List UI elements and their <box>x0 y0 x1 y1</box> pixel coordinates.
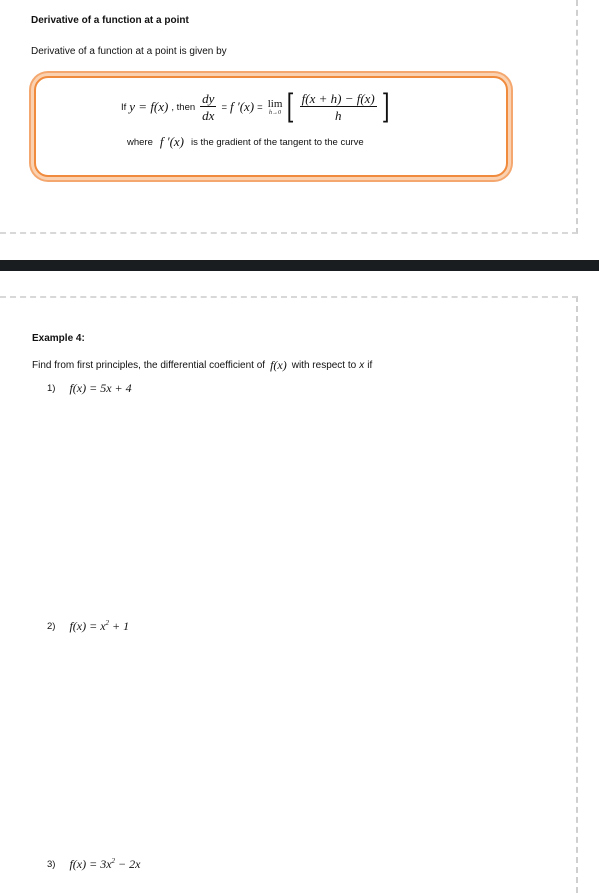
example-label: Example 4: <box>32 333 85 344</box>
instruction-end: if <box>367 360 373 371</box>
derivative-formula <box>118 87 392 127</box>
equals-sign: = <box>221 101 227 113</box>
exercise-function-lhs: f(x) = 3x <box>69 857 112 871</box>
exponent: 2 <box>111 857 116 865</box>
where-rest-text: is the gradient of the tangent to the curve <box>191 136 364 148</box>
limit-operator <box>268 99 283 116</box>
exercise-function-rhs: − 2x <box>115 857 141 871</box>
then-text: , then <box>171 101 196 113</box>
exercise-function-lhs: f(x) = x <box>69 619 106 633</box>
exponent: 2 <box>105 619 110 627</box>
right-bracket: ] <box>381 87 390 127</box>
section-heading: Derivative of a function at a point <box>31 15 189 26</box>
intro-text: Derivative of a function at a point is given by <box>31 46 227 57</box>
instruction-fx: f(x) <box>270 358 287 372</box>
instruction-before: Find from first principles, the differential coefficient of <box>32 360 266 371</box>
exercise-function: f(x) = 5x + 4 <box>69 381 132 395</box>
where-statement <box>124 134 367 150</box>
exercise-item-3 <box>47 857 140 872</box>
if-text: If <box>121 101 127 113</box>
where-f-prime: f ′(x) <box>159 134 185 149</box>
equals-sign-2: = <box>257 101 263 113</box>
instruction-after: with respect to <box>291 360 357 371</box>
f-prime-x: f ′(x) <box>230 99 255 114</box>
exercise-number: 3) <box>47 859 56 870</box>
left-bracket: [ <box>287 87 295 127</box>
y-equals-fx: y = f(x) <box>129 99 169 114</box>
dy-numerator: dy <box>202 91 215 106</box>
exercise-function-rhs: + 1 <box>109 619 130 633</box>
difference-numerator: f(x + h) − f(x) <box>301 91 375 106</box>
difference-denominator: h <box>334 108 342 123</box>
where-text: where <box>127 136 153 148</box>
definition-callout-box <box>34 76 508 177</box>
exercise-item-2 <box>47 619 129 634</box>
exercise-item-1 <box>47 381 132 396</box>
page-separator-bar <box>0 260 599 271</box>
exercise-function <box>69 619 129 634</box>
difference-quotient <box>300 92 377 122</box>
exercise-number: 1) <box>47 383 56 394</box>
document-page-top <box>0 0 578 234</box>
dx-denominator: dx <box>202 108 215 123</box>
lim-subscript: h→0 <box>269 109 282 116</box>
exercise-function <box>69 857 140 872</box>
dy-dx-fraction <box>200 92 216 122</box>
instruction-variable: x <box>359 360 365 371</box>
lim-text: lim <box>267 97 283 110</box>
exercise-number: 2) <box>47 621 56 632</box>
instruction-text <box>32 358 372 373</box>
